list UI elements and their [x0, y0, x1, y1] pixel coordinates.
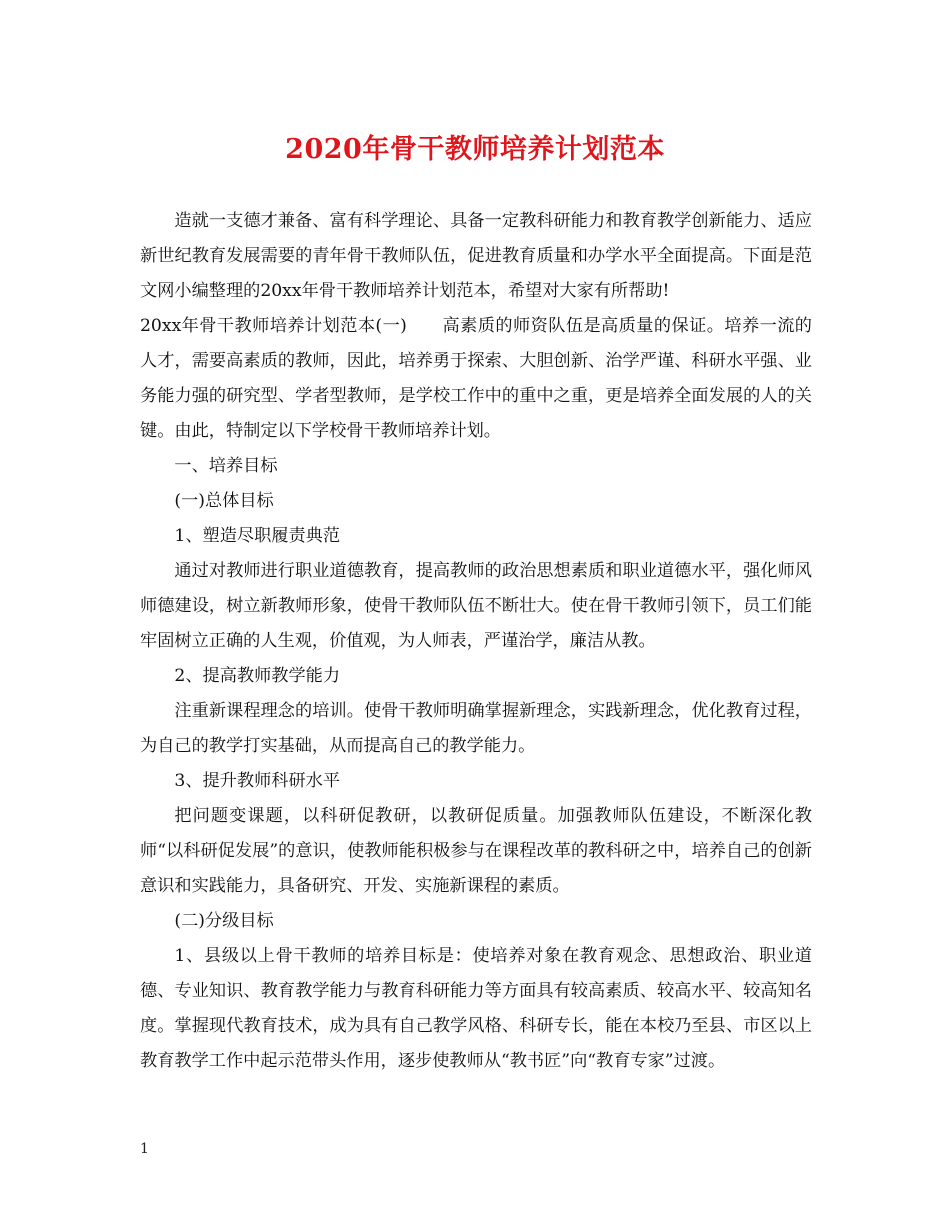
- item1-heading: 1、塑造尽职履责典范: [174, 526, 341, 546]
- section1-1-heading: (一)总体目标: [174, 491, 274, 511]
- item2-paragraph: 注重新课程理念的培训。使骨干教师明确掌握新理念，实践新理念，优化教育过程，为自己的教学打实基础，从而提高自己的教学能力。: [140, 701, 812, 756]
- item3-heading: 3、提升教师科研水平: [174, 771, 341, 791]
- section1-2-heading: (二)分级目标: [174, 911, 274, 931]
- item2-heading: 2、提高教师教学能力: [174, 666, 341, 686]
- subheading-intro-paragraph: 20xx年骨干教师培养计划范本(一) 高素质的师资队伍是高质量的保证。培养一流的人才，需要高素质的教师，因此，培养勇于探索、大胆创新、治学严谨、科研水平强、业务能力强的研究型、学者型教师，是学校工作中的重中之重，更是培养全面发展的人的关键。由此，特制定以下学校骨干教师培养计划。: [140, 316, 812, 441]
- document-title: 2020年骨干教师培养计划范本: [285, 134, 665, 165]
- item3-paragraph: 把问题变课题，以科研促教研，以教研促质量。加强教师队伍建设，不断深化教师“以科研促发展”的意识，使教师能积极参与在课程改革的教科研之中，培养自己的创新意识和实践能力，具备研究、开发、实施新课程的素质。: [140, 806, 812, 896]
- document-body: [140, 204, 812, 1079]
- section1-heading: 一、培养目标: [174, 456, 278, 476]
- page-number: 1: [140, 1141, 149, 1157]
- intro-paragraph: 造就一支德才兼备、富有科学理论、具备一定教科研能力和教育教学创新能力、适应新世纪教育发展需要的青年骨干教师队伍，促进教育质量和办学水平全面提高。下面是范文网小编整理的20xx年骨干教师培养计划范本，希望对大家有所帮助!: [140, 211, 812, 301]
- level1-paragraph: 1、县级以上骨干教师的培养目标是：使培养对象在教育观念、思想政治、职业道德、专业知识、教育教学能力与教育科研能力等方面具有较高素质、较高水平、较高知名度。掌握现代教育技术，成为具有自己教学风格、科研专长，能在本校乃至县、市区以上教育教学工作中起示范带头作用，逐步使教师从“教书匠”向“教育专家”过渡。: [140, 946, 812, 1071]
- item1-paragraph: 通过对教师进行职业道德教育，提高教师的政治思想素质和职业道德水平，强化师风师德建设，树立新教师形象，使骨干教师队伍不断壮大。使在骨干教师引领下，员工们能牢固树立正确的人生观，价值观，为人师表，严谨治学，廉洁从教。: [140, 561, 812, 651]
